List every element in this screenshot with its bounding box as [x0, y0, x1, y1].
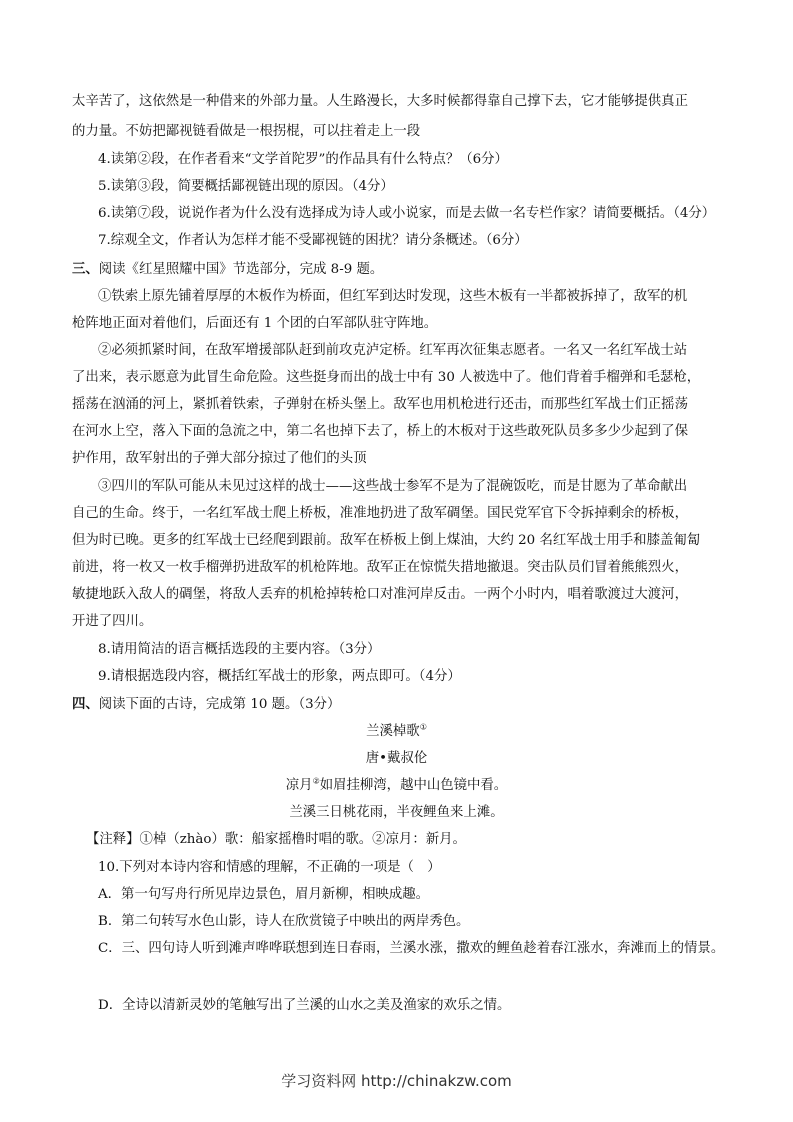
section-number: 三、 [72, 261, 99, 277]
option-a: A．第一句写舟行所见岸边景色，眉月新柳，相映成趣。 [98, 887, 430, 902]
text-line: 的力量。不妨把鄙视链看做是一根拐棍，可以拄着走上一段 [72, 124, 421, 139]
question-5: 5.读第③段，简要概括鄙视链出现的原因。（4分） [98, 179, 394, 194]
poem-line-1 [0, 776, 793, 796]
passage-line: 开进了四川。 [72, 614, 153, 629]
footnote-mark: ② [312, 776, 320, 786]
question-10: 10.下列对本诗内容和情感的理解，不正确的一项是（ ） [98, 860, 441, 875]
passage-line: 但为时已晚。更多的红军战士已经爬到跟前。敌军在桥板上倒上煤油，大约 20 名红军战士用手和膝盖匍匐 [72, 533, 701, 548]
passage-line: 摇荡在汹涌的河上，紧抓着铁索，子弹射在桥头堡上。敌军也用机枪进行还击，而那些红军战士们正摇荡 [72, 397, 688, 412]
passage-line: 前进，将一枚又一枚手榴弹扔进敌军的机枪阵地。敌军正在惊慌失措地撤退。突击队员们冒着熊熊烈火， [72, 560, 688, 575]
question-9: 9.请根据选段内容，概括红军战士的形象，两点即可。（4分） [98, 669, 461, 684]
poem-text: 凉月 [285, 778, 313, 793]
section-title: 阅读《红星照耀中国》节选部分，完成 8-9 题。 [98, 262, 384, 277]
footnote-mark: ① [419, 722, 427, 732]
passage-line: 敏捷地跃入敌人的碉堡，将敌人丢弃的机枪掉转枪口对准河岸反击。一两个小时内，唱着歌渡过大渡河， [72, 587, 688, 602]
text-line: 太辛苦了，这依然是一种借来的外部力量。人生路漫长，大多时候都得靠自己撑下去，它才能够提供真正 [72, 94, 688, 109]
section-3-heading [72, 259, 383, 280]
poem-title-text: 兰溪棹歌 [366, 724, 420, 739]
footer-watermark: 学习资料网 http://chinakzw.com [281, 1072, 512, 1090]
option-b: B．第二句转写水色山影，诗人在欣赏镜子中映出的两岸秀色。 [98, 914, 470, 929]
passage-line: ③四川的军队可能从未见过这样的战士——这些战士参军不是为了混碗饭吃，而是甘愿为了革命献出 [98, 479, 688, 494]
poem-line-2: 兰溪三日桃花雨，半夜鲤鱼来上滩。 [289, 805, 504, 820]
passage-line: 护作用，敌军射出的子弹大部分掠过了他们的头顶 [72, 451, 367, 466]
question-4: 4.读第②段，在作者看来“文学首陀罗”的作品具有什么特点？（6分） [98, 152, 508, 167]
passage-line: ①铁索上原先铺着厚厚的木板作为桥面，但红军到达时发现，这些木板有一半都被拆掉了，敌军的机 [98, 289, 688, 304]
option-c: C．三、四句诗人听到滩声哗哗联想到连日春雨，兰溪水涨，撒欢的鲤鱼趁着春江涨水，奔滩而上的情景。 [98, 941, 725, 956]
section-number: 四、 [72, 696, 99, 712]
poem-author: 唐•戴叔伦 [365, 751, 428, 766]
passage-line: 了出来，表示愿意为此冒生命危险。这些挺身而出的战士中有 30 人被选中了。他们背着手榴弹和毛瑟枪， [72, 370, 701, 385]
passage-line: ②必须抓紧时间，在敌军增援部队赶到前攻克泸定桥。红军再次征集志愿者。一名又一名红军战士站 [98, 343, 688, 358]
passage-line: 自己的生命。终于，一名红军战士爬上桥板，准准地扔进了敌军碉堡。国民党军官下令拆掉剩余的桥板， [72, 506, 688, 521]
section-title: 阅读下面的古诗，完成第 10 题。（3分） [98, 697, 341, 712]
passage-line: 在河水上空，落入下面的急流之中，第二名也掉下去了，桥上的木板对于这些敢死队员多多少少起到了保 [72, 424, 688, 439]
annotation: 【注释】①棹（zhào）歌：船家摇橹时唱的歌。②凉月：新月。 [86, 832, 466, 847]
question-7: 7.综观全文，作者认为怎样才能不受鄙视链的困扰？请分条概述。（6分） [98, 233, 528, 248]
question-8: 8.请用简洁的语言概括选段的主要内容。（3分） [98, 642, 381, 657]
section-4-heading [72, 694, 340, 715]
poem-title [0, 722, 793, 742]
passage-line: 枪阵地正面对着他们，后面还有 1 个团的白军部队驻守阵地。 [72, 316, 438, 331]
question-6: 6.读第⑦段，说说作者为什么没有选择成为诗人或小说家，而是去做一名专栏作家？请简要概括。（4分） [98, 206, 716, 221]
poem-text: 如眉挂柳湾，越中山色镜中看。 [319, 778, 508, 793]
option-d: D．全诗以清新灵妙的笔触写出了兰溪的山水之美及渔家的欢乐之情。 [98, 998, 511, 1013]
